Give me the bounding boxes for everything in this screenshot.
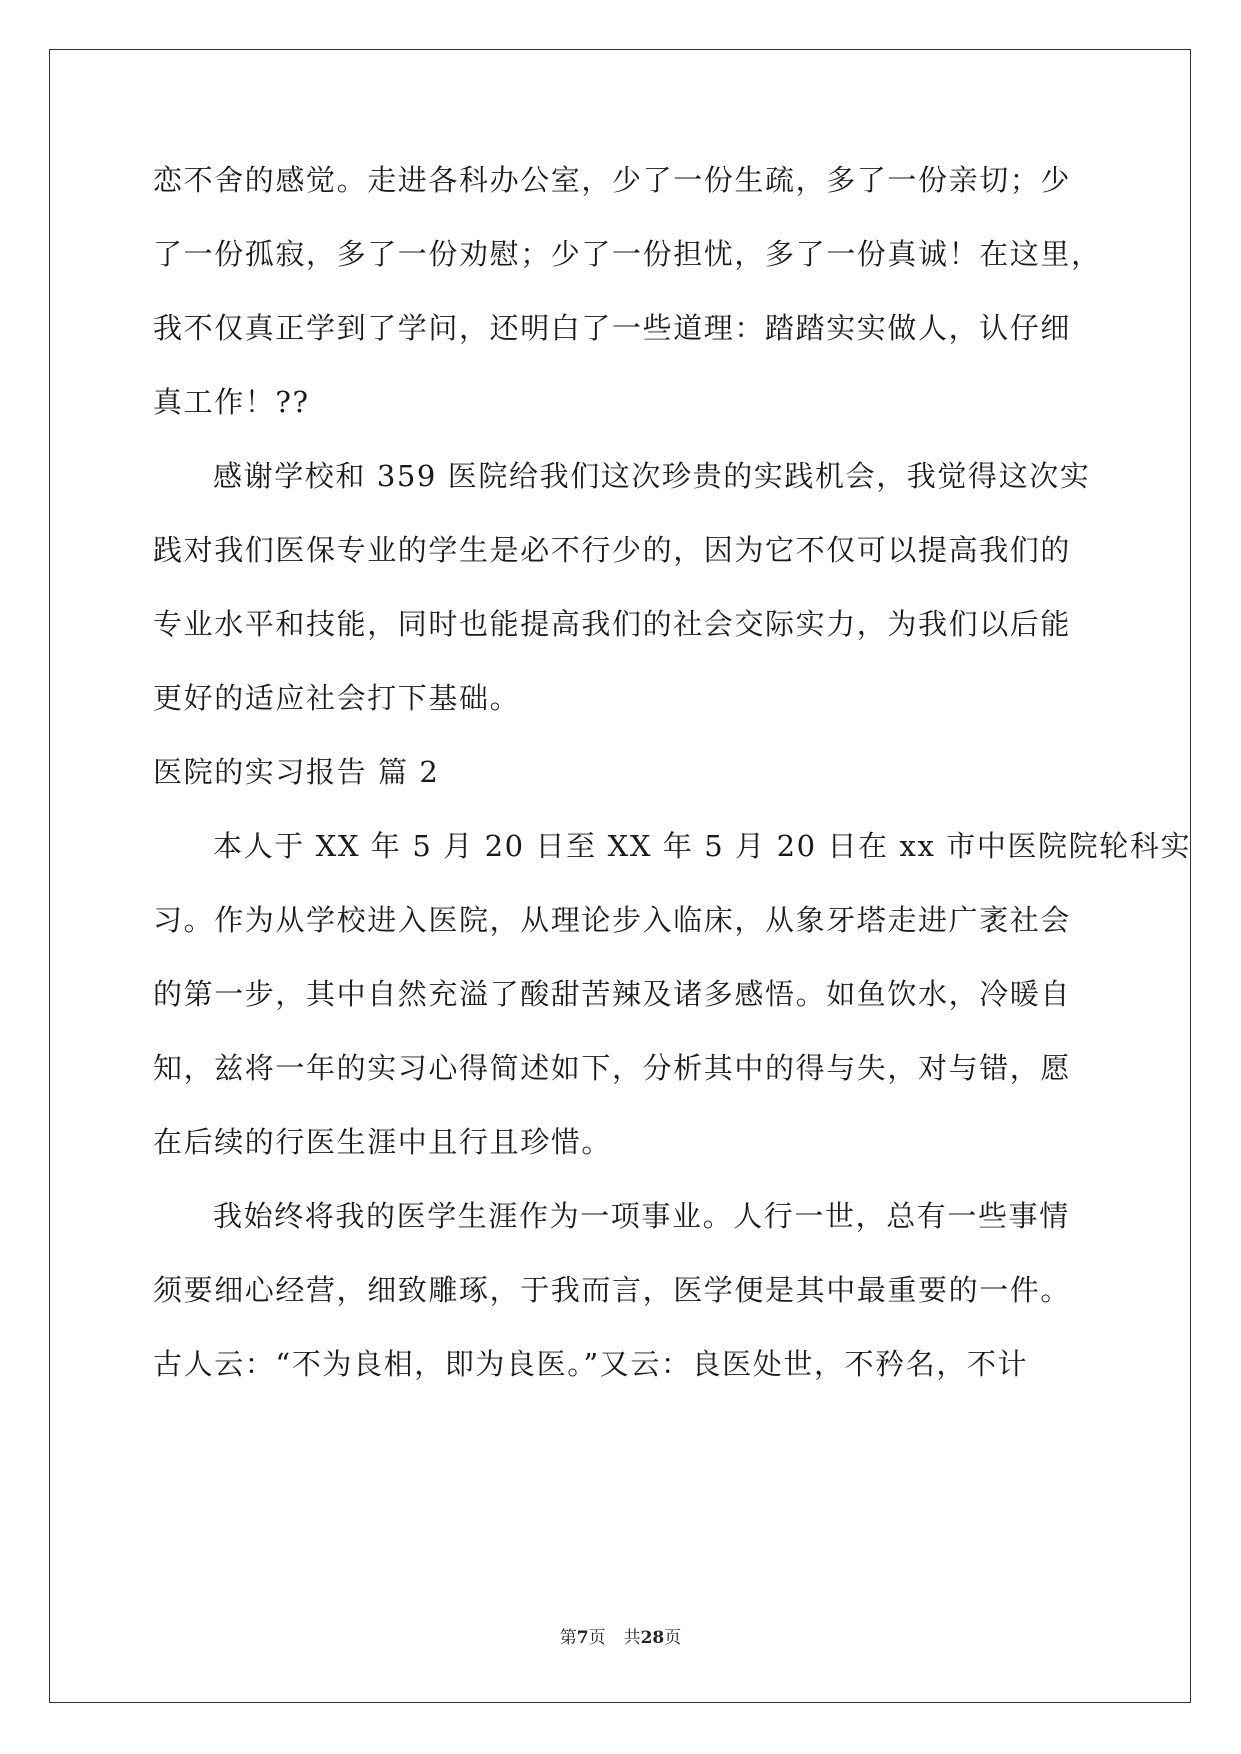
text-line-11: 习。作为从学校进入医院，从理论步入临床，从象牙塔走进广袤社会 <box>153 903 1072 937</box>
text-line-15: 我始终将我的医学生涯作为一项事业。人行一世，总有一些事情 <box>213 1199 1070 1233</box>
text-line-5: 感谢学校和 359 医院给我们这次珍贵的实践机会，我觉得这次实 <box>213 459 1091 493</box>
footer-total-unit: 页 <box>664 1628 682 1648</box>
text-line-4: 真工作！?? <box>153 385 310 419</box>
text-line-10: 本人于 XX 年 5 月 20 日至 XX 年 5 月 20 日在 xx 市中医院院轮科实 <box>213 829 1192 863</box>
page-frame <box>49 49 1191 1703</box>
text-line-6: 践对我们医保专业的学生是必不行少的，因为它不仅可以提高我们的 <box>153 533 1072 567</box>
text-line-8: 更好的适应社会打下基础。 <box>153 681 521 715</box>
text-line-14: 在后续的行医生涯中且行且珍惜。 <box>153 1125 613 1159</box>
text-line-13: 知，兹将一年的实习心得简述如下，分析其中的得与失，对与错，愿 <box>153 1051 1072 1085</box>
footer-page-current: 7 <box>576 1628 589 1648</box>
text-line-7: 专业水平和技能，同时也能提高我们的社会交际实力，为我们以后能 <box>153 607 1072 641</box>
footer-page-prefix: 第 <box>559 1628 577 1648</box>
text-line-3: 我不仅真正学到了学问，还明白了一些道理：踏踏实实做人，认仔细 <box>153 311 1072 345</box>
section-heading: 医院的实习报告 篇 2 <box>153 755 440 789</box>
footer-page-unit: 页 <box>588 1628 606 1648</box>
footer-total-prefix: 共 <box>623 1628 641 1648</box>
page-footer <box>0 1628 1241 1648</box>
footer-page-total: 28 <box>640 1628 665 1648</box>
text-line-1: 恋不舍的感觉。走进各科办公室，少了一份生疏，多了一份亲切；少 <box>153 163 1072 197</box>
text-line-12: 的第一步，其中自然充溢了酸甜苦辣及诸多感悟。如鱼饮水，冷暖自 <box>153 977 1072 1011</box>
text-line-2: 了一份孤寂，多了一份劝慰；少了一份担忧，多了一份真诚！在这里， <box>153 237 1102 271</box>
text-line-17: 古人云：“不为良相，即为良医。”又云：良医处世，不矜名，不计 <box>153 1347 1029 1381</box>
text-line-16: 须要细心经营，细致雕琢，于我而言，医学便是其中最重要的一件。 <box>153 1273 1072 1307</box>
